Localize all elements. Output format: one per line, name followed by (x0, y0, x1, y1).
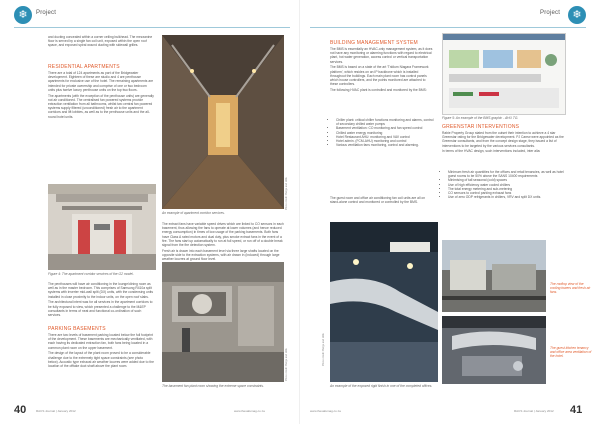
plant-room-photo (162, 262, 284, 382)
left-col1-after: The penthouses will have air conditioning in the lounge/dining room as well as in the master bedroom. This comprises of Samsung R410a split systems with inverter mid-wall split (DX) units, with the condensing units installed in close proximity to the indoor units, on the open roof slabs. The architectural intent was for all services in the apartment corridors to be fully exposed to view, which presented a challenge to the M&EP consultants in terms of neat and functional co-ordination of such services. (48, 282, 153, 317)
bms-list-item: • Chilled water energy monitoring (336, 131, 434, 135)
left-col1-intro: and ducting concealed within a corner ceiling bulkhead. The mezzanine floor is served by a single fan coil unit, exposed within the open roof space, and exposed spiral wound ducting with sidewall grilles. (48, 35, 153, 48)
section-label-right: Project (540, 10, 561, 16)
greenstar-list-item: • Minimum fresh air quantities for the offices and retail tenancies, as well as hotel guest rooms to be 50% above the SANS 10400 requirements (448, 170, 566, 178)
bms-body: The BMS is essentially an HVAC-only management system, as it does not have any monitoring or alarming functions with regard to electrical plant, hot water generation, access control or vertical transportation services. The BMS is based on a state of the art 'Tridium Niagara Framework platform', which resides on an IP backbone which is installed throughout the buildings. Each main plant room has control panels which house controllers, and the points monitored are attached to these controllers. The following HVAC plant is controlled and monitored by the BMS: (330, 47, 433, 92)
residential-body: There are a total of 124 apartments as part of the Bridgewater development. Eighteen of these are studio and 4 are penthouse apartments for exclusive use of the hotel. The remaining apartments are intended for private ownership and comprise of one or two bedroom units plus twelve luxury penthouse units on the top two floors. The apartments (with the exception of the penthouse units) are generally not air conditioned. The centralised fan powered systems provide extraction ventilation from all bathrooms, whilst two central fan powered systems supply filtered (unconditioned) fresh air to the apartment corridors and lift lobbies, as well as to the penthouse units and the all-round hotel units. (48, 71, 154, 119)
rooftop-photo (442, 240, 546, 312)
plant-room-caption: The basement fan plant room showing the extreme space constraints. (162, 384, 264, 388)
photo-credit-3: Photo credit: Bergs and Hills (322, 333, 325, 366)
greenstar-list-item: • Use of zero ODP refrigerants in chillers, VRV and split DX units. (448, 195, 566, 199)
page-number-left: 40 (14, 404, 27, 416)
corridor-photo (162, 35, 284, 209)
figure4-caption: Figure 4: The apartment corridor services of the G2 model. (48, 272, 134, 276)
greenstar-body: Rabie Property Group stated from the outset their intention to achieve a 4 star Greenstar rating for the Bridgewater development. PJ Carew were appointed as the Greenstar consultants, and from the concept design stage, they issued a list of interventions to be targeted by the various services consultants. In terms of the HVAC design, such interventions included, inter alia: (442, 131, 564, 154)
corridor-caption: An example of apartment corridor services. (162, 211, 225, 215)
snowflake-logo-icon: ❄ (14, 6, 32, 24)
greenstar-list-item: • Use of high efficiency water cooled chillers (448, 183, 566, 187)
corridor-ceiling-illustration (48, 184, 156, 270)
parking-body: There are two levels of basement parking located below the full footprint of the development. These basements are mechanically ventilated, with each having its dedicated extraction fan, both fans being located in a common plant room on the upper basement. The design of the layout of the plant room proved to be a considerable challenge due to the extremely tight space constraints (see photo below). Acoustic type exhaust air weather louvres were added due to the location of the offtake duct shaft above the plant room. (48, 333, 154, 368)
residential-heading: RESIDENTIAL APARTMENTS (48, 64, 120, 70)
bms-list-item: • Hotel admin. (FCM-AHU) monitoring and control (336, 139, 434, 143)
bms-list (330, 118, 434, 147)
bms-heading: BUILDING MANAGEMENT SYSTEM (330, 40, 418, 46)
bms-closing: The guest room and office air conditioning fan coil units are all on stand-alone control and monitored or controlled by the BMS. (330, 196, 426, 205)
greenstar-heading: GREENSTAR INTERVENTIONS (442, 124, 520, 130)
bms-list-item: • Hotel Restaurant AHU: monitoring and VAV control (336, 135, 434, 139)
snowflake-logo-icon-right: ❄ (568, 6, 586, 24)
office-duct-photo (330, 222, 438, 382)
figure4-photo (48, 184, 156, 270)
bms-list-item: • Chiller plant: critical chiller functions monitoring and alarms, control of secondary chilled water pumps (336, 118, 434, 126)
footer-journal-right: RACS Journal | January 2012 (514, 409, 554, 413)
rooftop-side-caption: The rooftop view of the cooling towers and fresh air fans. (550, 282, 591, 294)
office-ceiling-duct-illustration (330, 222, 438, 382)
left-col2-body: The extract fans have variable speed drives which are linked to CO sensors in each basement, thus allowing the fans to operate at lower volumes (and hence reduced energy consumption) in times of low usage of the parking basements. Both fans have Class A rated motors and dual duty, plus smoke extract fans in the event of a fire. The fans start up automatically to run at full speed, or run off of a double break signal from the fire detection system. Fresh air is drawn into each basement level via three large shafts located on the opposite side to the extraction systems, with air drawn in (induced) through large weather louvres at ground floor level. (162, 222, 284, 262)
bms-list-item: • Basement ventilation: CO monitoring and fan speed control (336, 126, 434, 130)
greenstar-list-item: • The total energy metering and sub-metering (448, 187, 566, 191)
greenstar-list-item: • Minimising of tall seasonal (cold) spaces (448, 178, 566, 182)
right-page (300, 0, 600, 424)
kitchen-side-caption: The guest kitchen tenancy and office area ventilation of the hotel. (550, 346, 592, 358)
header-rule-left (14, 27, 290, 28)
parking-heading: PARKING BASEMENTS (48, 326, 106, 332)
screen-caption: Figure 5: An example of the BMS graphic - AHU TG. (442, 116, 519, 120)
footer-url-left[interactable]: www.thesafemag.co.za (234, 409, 265, 413)
photo-credit-2: Photo credit: Bergs and Hills (285, 348, 288, 381)
kitchen-extract-illustration (442, 316, 546, 384)
corridor-perspective-illustration (162, 35, 284, 209)
greenstar-list-item: • CO sensors to control parking exhaust fans (448, 191, 566, 195)
header-rule-right (310, 27, 586, 28)
bms-list-item: • Various ventilation fans monitoring, control and alarming. (336, 143, 434, 147)
section-label-left: Project (36, 10, 57, 16)
footer-journal-left: RACS Journal | January 2012 (36, 409, 76, 413)
bms-screen-graphic (442, 33, 566, 115)
photo-credit-1: Photo credit: Bergs and Hills (285, 177, 288, 210)
page-number-right: 41 (570, 404, 583, 416)
duct-caption: An example of the exposed rigid finish in one of the completed offices. (330, 384, 433, 388)
footer-url-right[interactable]: www.thesafemag.co.za (310, 409, 341, 413)
plant-room-illustration (162, 262, 284, 382)
bms-ahu-schematic (443, 34, 565, 114)
greenstar-list (442, 170, 566, 199)
kitchen-photo (442, 316, 546, 384)
rooftop-cooling-towers-illustration (442, 240, 546, 312)
